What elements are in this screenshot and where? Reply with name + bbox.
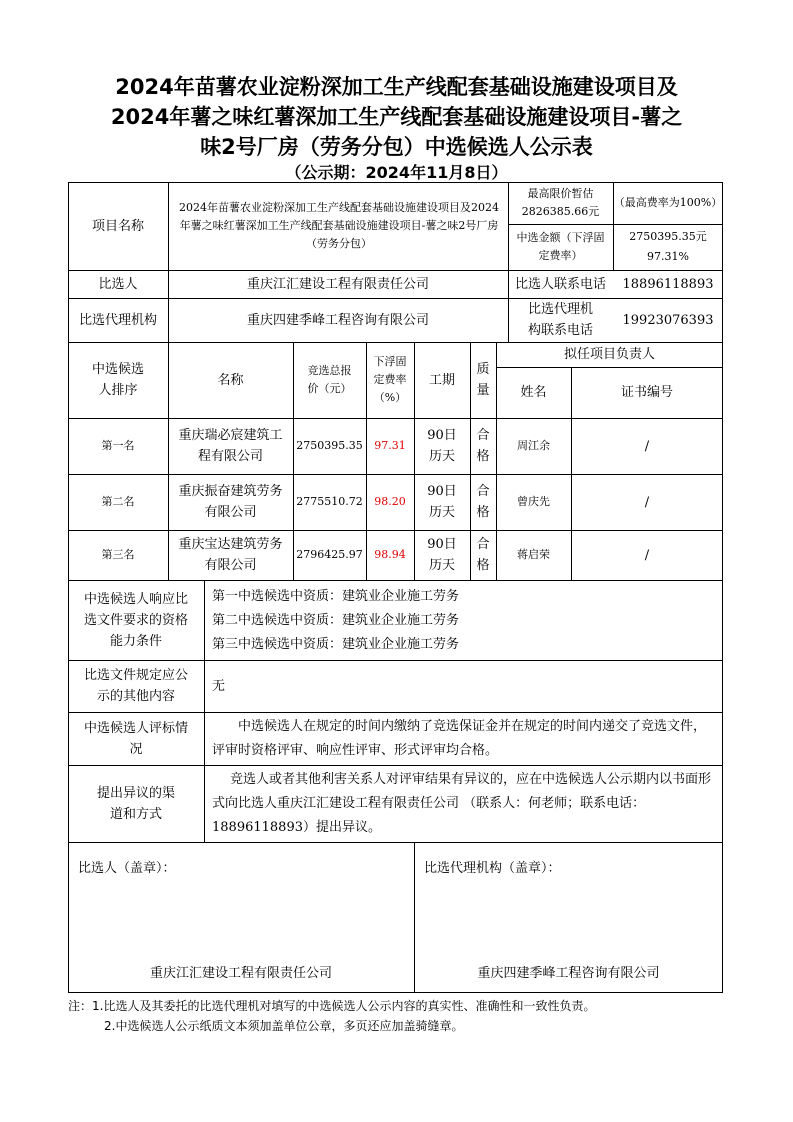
selector-phone-label: 比选人联系电话 [514,276,606,292]
candidate-quality: 合格 [476,484,490,520]
candidate-cert: / [644,547,650,563]
header-period: 工期 [428,372,455,388]
objection-label: 提出异议的渠道和方式 [96,785,175,822]
candidate-manager: 周江余 [517,439,550,452]
other-content-value: 无 [212,678,226,694]
agency-label: 比选代理机构 [78,312,157,328]
header-name: 名称 [217,372,244,388]
win-amount: 2750395.35元 [629,229,707,243]
publicity-period: （公示期：2024年11月8日） [285,163,508,182]
candidate-rate: 97.31 [374,439,406,452]
header-manager: 拟任项目负责人 [563,347,655,362]
note-2: 2.中选候选人公示纸质文本须加盖单位公章，多页还应加盖骑缝章。 [104,1019,464,1033]
candidate-rank: 第二名 [101,495,135,508]
selector-seal-label: 比选人（盖章）： [78,861,176,876]
qualification-line-2: 第二中选候选中资质：建筑业企业施工劳务 [212,613,460,628]
candidate-period: 90日历天 [427,428,457,464]
win-amount-label: 中选金额（下浮固定费率） [516,231,605,262]
candidate-rate: 98.94 [374,548,406,561]
candidate-price: 2750395.35 [296,439,363,452]
objection-text: 竞选人或者其他利害关系人对评审结果有异议的，应在中选候选人公示期内以书面形式向比选人重庆江汇建设工程有限责任公司 （联系人：何老师；联系电话：18896118893）提出异议。 [212,772,712,835]
candidate-rank: 第三名 [101,548,135,561]
candidate-cert: / [644,494,650,510]
agency-seal-name: 重庆四建季峰工程咨询有限公司 [477,965,660,981]
qualification-line-1: 第一中选候选中资质：建筑业企业施工劳务 [212,589,460,604]
agency-phone-label: 比选代理机构联系电话 [527,302,593,338]
agency-phone: 19923076393 [622,312,714,328]
candidate-period: 90日历天 [427,484,457,520]
candidate-quality: 合格 [476,537,490,573]
selector-seal-name: 重庆江汇建设工程有限责任公司 [149,965,332,981]
header-price: 竞选总报价（元） [307,364,352,395]
selector-phone: 18896118893 [622,276,714,292]
header-cert: 证书编号 [620,385,673,400]
max-price-label: 最高限价暂估2826385.66元 [521,187,600,218]
candidate-cert: / [644,438,650,454]
candidate-quality: 合格 [476,428,490,464]
header-rank: 中选候选人排序 [91,362,144,398]
title-line-2: 2024年薯之味红薯深加工生产线配套基础设施建设项目-薯之 [110,105,683,129]
agency-seal-label: 比选代理机构（盖章）： [424,861,561,876]
title-line-3: 味2号厂房（劳务分包）中选候选人公示表 [200,135,593,159]
win-rate: 97.31% [647,249,689,263]
other-content-label: 比选文件规定应公示的其他内容 [83,668,188,704]
project-name-label: 项目名称 [91,218,144,234]
candidate-manager: 蒋启荣 [517,548,550,561]
selector-name: 重庆江汇建设工程有限责任公司 [246,276,429,292]
candidate-period: 90日历天 [427,537,457,573]
candidate-manager: 曾庆先 [517,495,550,508]
qualification-line-3: 第三中选候选中资质：建筑业企业施工劳务 [212,637,460,652]
candidate-rank: 第一名 [101,439,135,452]
candidate-name: 重庆宝达建筑劳务有限公司 [178,537,283,573]
agency-name: 重庆四建季峰工程咨询有限公司 [246,312,429,328]
candidate-price: 2775510.72 [296,495,363,508]
header-manager-name: 姓名 [520,385,547,400]
project-name: 2024年苗薯农业淀粉深加工生产线配套基础设施建设项目及2024年薯之味红薯深加工生产线配套基础设施建设项目-薯之味2号厂房（劳务分包） [179,201,499,250]
selector-label: 比选人 [98,276,138,292]
evaluation-text: 中选候选人在规定的时间内缴纳了竞选保证金并在规定的时间内递交了竞选文件，评审时资格评审、响应性评审、形式评审均合格。 [212,719,707,758]
candidate-name: 重庆瑞必宸建筑工程有限公司 [178,428,283,464]
qualification-label: 中选候选人响应比选文件要求的资格能力条件 [83,591,188,649]
header-rate: 下浮固定费率（%） [373,355,407,404]
candidate-table [68,182,723,993]
max-rate: （最高费率为100%） [613,196,723,209]
evaluation-label: 中选候选人评标情况 [83,720,188,757]
note-1: 注：1.比选人及其委托的比选代理机对填写的中选候选人公示内容的真实性、准确性和一致性负责。 [68,999,596,1013]
candidate-name: 重庆振奋建筑劳务有限公司 [178,484,283,520]
header-quality: 质量 [476,362,490,398]
candidate-price: 2796425.97 [296,548,363,561]
candidate-rate: 98.20 [374,495,406,508]
title-line-1: 2024年苗薯农业淀粉深加工生产线配套基础设施建设项目及 [115,75,678,99]
